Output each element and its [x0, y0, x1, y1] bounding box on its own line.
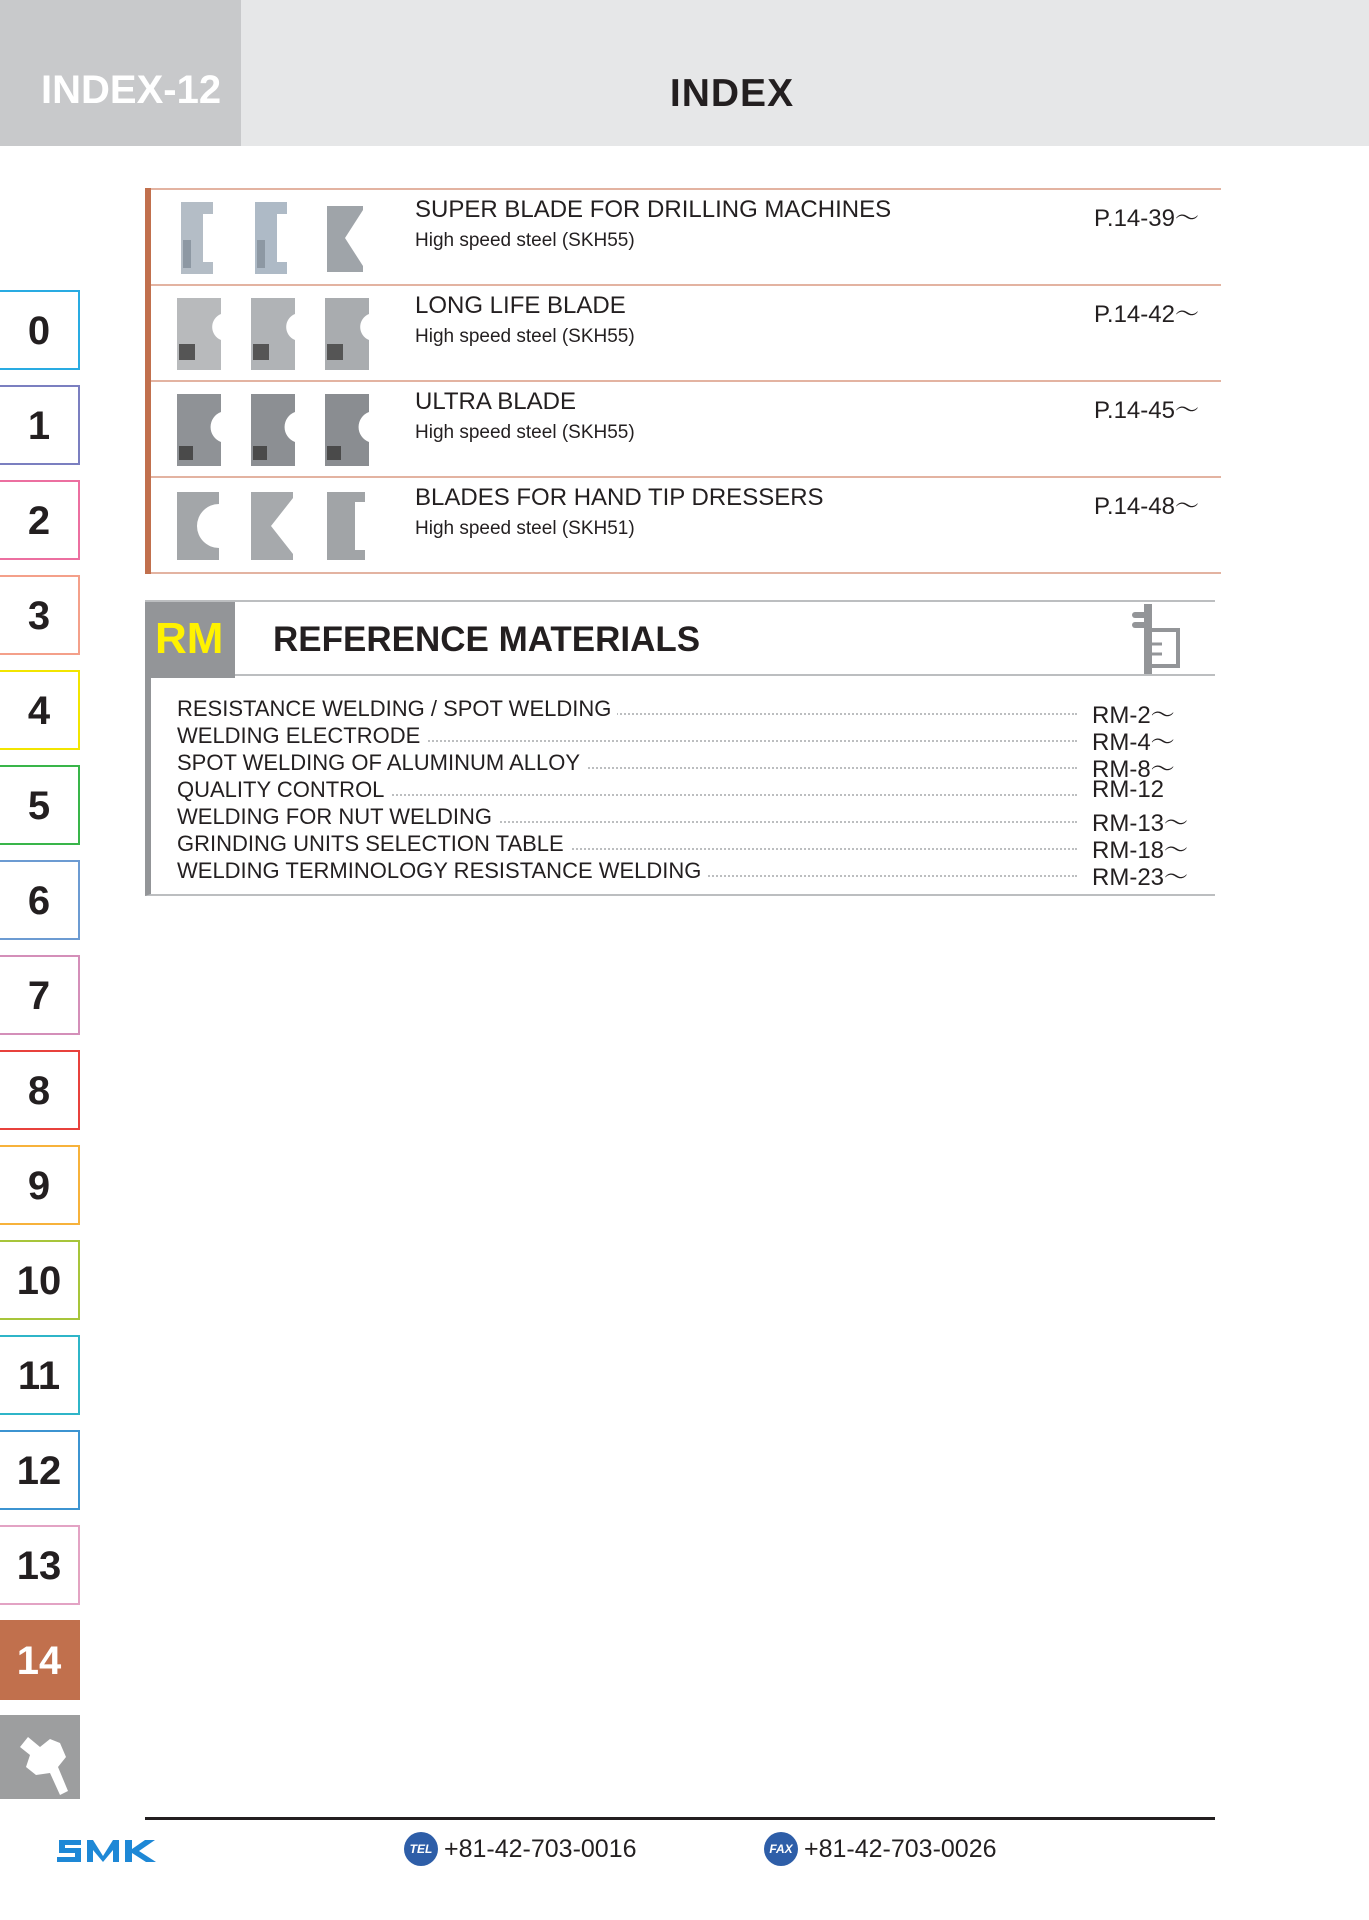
- blade-material: High speed steel (SKH55): [415, 326, 635, 347]
- page-reference[interactable]: P.14-45～: [1094, 397, 1199, 424]
- blade-material: High speed steel (SKH51): [415, 518, 635, 539]
- list-item[interactable]: [151, 476, 1221, 574]
- phone-badge: TEL: [404, 1832, 438, 1866]
- blade-title: BLADES FOR HAND TIP DRESSERS: [415, 484, 824, 511]
- page-reference[interactable]: P.14-48～: [1094, 493, 1199, 520]
- blade-photos: [173, 200, 393, 276]
- blade-image: [247, 200, 297, 276]
- chapter-tab-7[interactable]: 7: [0, 955, 80, 1035]
- blade-image: [247, 392, 297, 468]
- blade-image: [173, 296, 223, 372]
- chapter-tab-6[interactable]: 6: [0, 860, 80, 940]
- list-item[interactable]: [151, 284, 1221, 380]
- list-item[interactable]: [151, 380, 1221, 476]
- list-item[interactable]: [151, 188, 1221, 284]
- reference-title: WELDING ELECTRODE: [177, 723, 426, 749]
- chapter-tab-1[interactable]: 1: [0, 385, 80, 465]
- blade-list: [145, 188, 1221, 574]
- tools-tab[interactable]: [0, 1715, 80, 1799]
- page-reference: RM-2～: [1092, 702, 1175, 729]
- reference-title: RESISTANCE WELDING / SPOT WELDING: [177, 696, 617, 722]
- chapter-tab-10[interactable]: 10: [0, 1240, 80, 1320]
- reference-title: GRINDING UNITS SELECTION TABLE: [177, 831, 570, 857]
- chapter-tab-14[interactable]: 14: [0, 1620, 80, 1700]
- hand-pointing-icon: [1128, 604, 1184, 674]
- blade-image: [173, 488, 223, 564]
- blade-image: [247, 488, 297, 564]
- fax-badge: FAX: [764, 1832, 798, 1866]
- section-header: [145, 600, 1215, 676]
- rm-badge: [145, 602, 235, 678]
- blade-title: ULTRA BLADE: [415, 388, 576, 415]
- list-item[interactable]: [177, 804, 1217, 837]
- company-logo: [55, 1832, 160, 1868]
- phone-contact: [404, 1832, 664, 1868]
- fax-number[interactable]: +81-42-703-0026: [804, 1835, 997, 1863]
- reference-materials-section: [145, 600, 1215, 896]
- page-reference[interactable]: P.14-39～: [1094, 205, 1199, 232]
- blade-image: [321, 392, 371, 468]
- list-item[interactable]: [177, 696, 1217, 729]
- chapter-tab-11[interactable]: 11: [0, 1335, 80, 1415]
- blade-image: [173, 200, 223, 276]
- blade-title: LONG LIFE BLADE: [415, 292, 626, 319]
- chapter-tab-0[interactable]: 0: [0, 290, 80, 370]
- wrench-icon: [0, 1717, 80, 1801]
- chapter-tab-9[interactable]: 9: [0, 1145, 80, 1225]
- page-title: INDEX: [669, 72, 795, 115]
- reference-title: WELDING TERMINOLOGY RESISTANCE WELDING: [177, 858, 707, 884]
- reference-list: [145, 676, 1215, 896]
- blade-photos: [173, 488, 393, 564]
- reference-title: WELDING FOR NUT WELDING: [177, 804, 498, 830]
- blade-image: [247, 296, 297, 372]
- chapter-tab-8[interactable]: 8: [0, 1050, 80, 1130]
- blade-material: High speed steel (SKH55): [415, 230, 635, 251]
- reference-title: QUALITY CONTROL: [177, 777, 390, 803]
- reference-title: SPOT WELDING OF ALUMINUM ALLOY: [177, 750, 586, 776]
- list-item[interactable]: [177, 831, 1217, 864]
- chapter-tab-2[interactable]: 2: [0, 480, 80, 560]
- page-reference: RM-18～: [1092, 837, 1189, 864]
- chapter-tab-13[interactable]: 13: [0, 1525, 80, 1605]
- blade-title: SUPER BLADE FOR DRILLING MACHINES: [415, 196, 892, 223]
- list-item[interactable]: [177, 750, 1217, 783]
- page-reference: RM-12: [1092, 776, 1165, 803]
- blade-photos: [173, 296, 393, 372]
- list-item[interactable]: [177, 777, 1217, 804]
- rm-badge-label: RM: [155, 614, 224, 663]
- list-item[interactable]: [177, 723, 1217, 756]
- blade-photos: [173, 392, 393, 468]
- page-reference: RM-23～: [1092, 864, 1189, 891]
- list-item[interactable]: [177, 858, 1217, 891]
- page-reference: RM-4～: [1092, 729, 1175, 756]
- footer-rule: [145, 1817, 1215, 1820]
- page-reference: RM-8～: [1092, 756, 1175, 783]
- blade-image: [321, 296, 371, 372]
- page-reference[interactable]: P.14-42～: [1094, 301, 1199, 328]
- blade-image: [321, 488, 371, 564]
- chapter-tab-12[interactable]: 12: [0, 1430, 80, 1510]
- fax-contact: [764, 1832, 1024, 1868]
- section-title: REFERENCE MATERIALS: [273, 620, 701, 659]
- phone-number[interactable]: +81-42-703-0016: [444, 1835, 637, 1863]
- chapter-tab-3[interactable]: 3: [0, 575, 80, 655]
- chapter-tab-4[interactable]: 4: [0, 670, 80, 750]
- page-header: [0, 0, 1369, 146]
- blade-image: [321, 200, 371, 276]
- chapter-tab-5[interactable]: 5: [0, 765, 80, 845]
- blade-image: [173, 392, 223, 468]
- blade-material: High speed steel (SKH55): [415, 422, 635, 443]
- page-reference: RM-13～: [1092, 810, 1189, 837]
- index-page-label: INDEX-12: [41, 68, 222, 112]
